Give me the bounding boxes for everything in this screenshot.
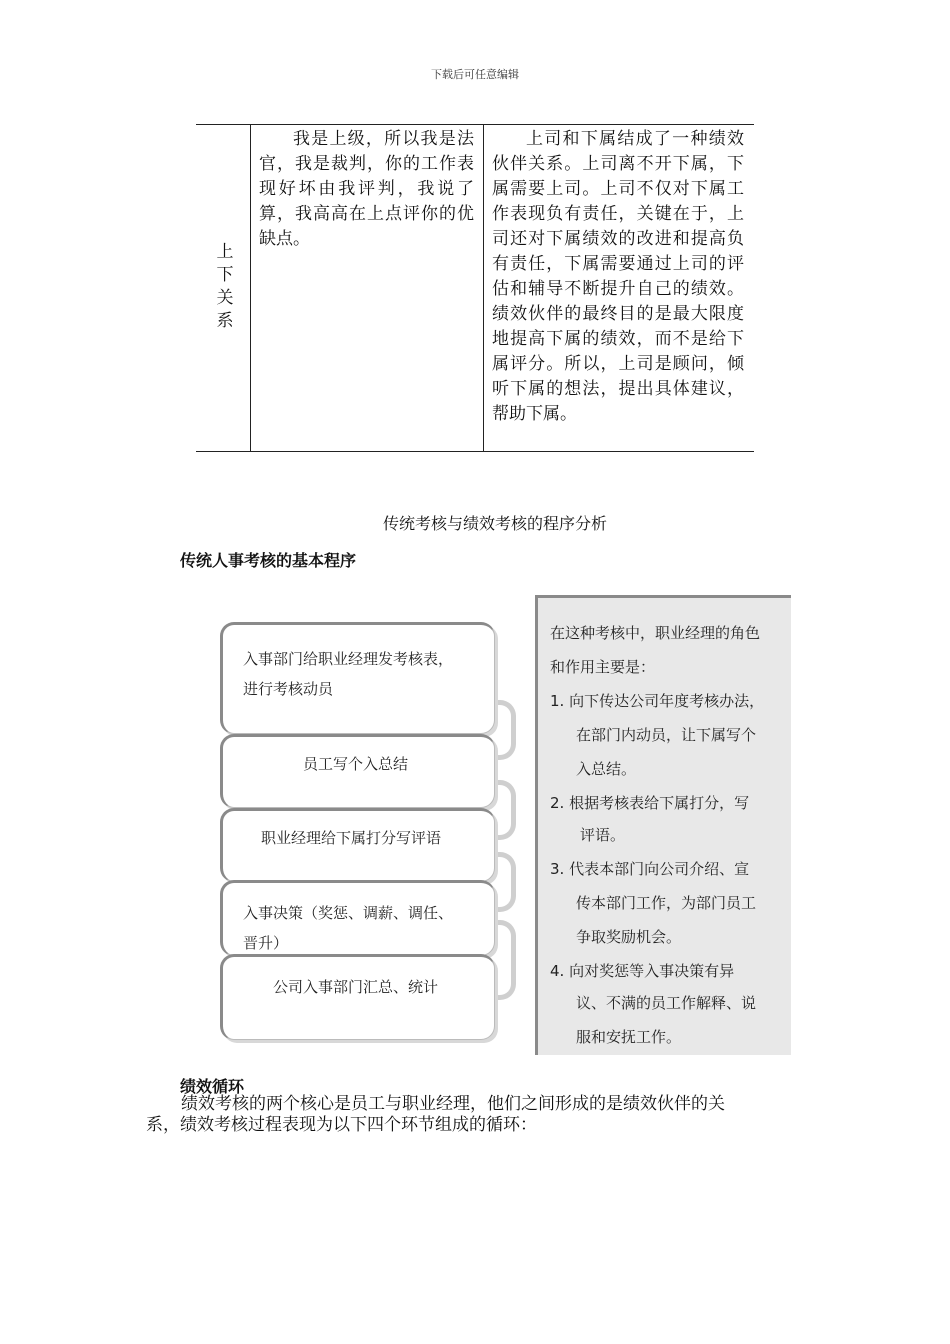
- panel-line: 服和安抚工作。: [576, 1028, 682, 1046]
- panel-line: 议、不满的员工作解释、说: [576, 994, 757, 1012]
- flow-connector: [492, 780, 516, 840]
- flow-step-text: 进行考核动员: [243, 680, 334, 698]
- performance-view-cell: [492, 127, 744, 427]
- relation-table: [196, 124, 754, 452]
- flow-step-text: 入事部门给职业经理发考核表，: [243, 650, 454, 668]
- section-subtitle: 传统人事考核的基本程序: [180, 551, 357, 570]
- flow-step-text: 公司入事部门汇总、统计: [273, 978, 439, 996]
- row-label-cell: [196, 125, 250, 451]
- panel-line: 3. 代表本部门向公司介绍、宣: [550, 860, 750, 878]
- flow-step-5: [220, 954, 495, 1040]
- flow-connector: [492, 920, 516, 1000]
- panel-line: 4. 向对奖惩等入事决策有异: [550, 962, 735, 980]
- panel-line: 在这种考核中，职业经理的角色: [550, 624, 761, 642]
- performance-view-text: 上司和下属结成了一种绩效伙伴关系。上司离不开下属，下属需要上司。上司不仅对下属工作表现负有责任，关键在于，上司还对下属绩效的改进和提高负有责任，下属需要通过上司的评估和辅导不断提升自己的绩效。绩效伙伴的最终目的是最大限度地提高下属的绩效，而不是给下属评分。所以，上司是顾问，倾听下属的想法，提出具体建议，帮助下属。: [492, 129, 744, 424]
- table-divider: [250, 125, 251, 451]
- perf-cycle-heading: 绩效循环: [180, 1077, 245, 1096]
- manager-role-panel: [535, 595, 791, 1055]
- paragraph-line: 系，绩效考核过程表现为以下四个环节组成的循环：: [146, 1115, 537, 1135]
- flow-step-text: 入事决策（奖惩、调薪、调任、: [243, 904, 454, 922]
- header-note: 下载后可任意编辑: [431, 68, 519, 81]
- flow-step-text: 晋升）: [243, 934, 289, 952]
- perf-cycle-paragraph: [146, 1094, 810, 1136]
- flow-step-4: [220, 880, 495, 956]
- traditional-view-text: 我是上级，所以我是法官，我是裁判，你的工作表现好坏由我评判，我说了算，我高高在上点评你的优缺点。: [259, 129, 474, 249]
- panel-line: 传本部门工作，为部门员工: [576, 894, 757, 912]
- paragraph-line: 绩效考核的两个核心是员工与职业经理，他们之间形成的是绩效伙伴的关: [181, 1094, 725, 1114]
- row-label: 上下关系: [212, 242, 233, 334]
- flow-connector: [492, 852, 516, 912]
- flow-step-text: 职业经理给下属打分写评语: [261, 829, 442, 847]
- panel-line: 在部门内动员，让下属写个: [576, 726, 757, 744]
- panel-line: 评语。: [580, 826, 626, 844]
- section-title: 传统考核与绩效考核的程序分析: [382, 514, 607, 533]
- flow-connector: [492, 700, 516, 760]
- flow-step-3: [220, 808, 495, 882]
- flow-step-text: 员工写个入总结: [303, 755, 409, 773]
- traditional-view-cell: [259, 127, 474, 252]
- panel-line: 2. 根据考核表给下属打分，写: [550, 794, 750, 812]
- panel-line: 入总结。: [576, 760, 637, 778]
- panel-line: 1. 向下传达公司年度考核办法，: [550, 692, 765, 710]
- flow-step-2: [220, 734, 495, 808]
- panel-line: 和作用主要是：: [550, 658, 656, 676]
- flow-step-1: [220, 622, 495, 734]
- panel-line: 争取奖励机会。: [576, 928, 682, 946]
- table-divider: [483, 125, 484, 451]
